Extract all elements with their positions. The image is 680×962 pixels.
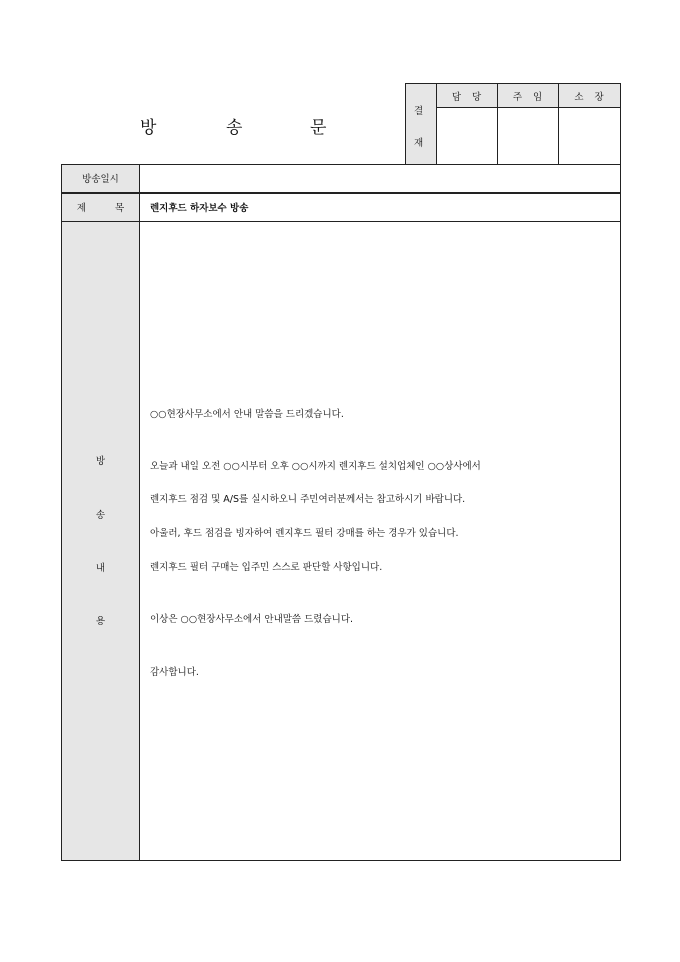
approval-label-bottom: 재 (414, 138, 424, 149)
approval-col-manager: 담 당 (451, 92, 482, 103)
subject-value: 렌지후드 하자보수 방송 (150, 203, 249, 214)
content-line-5: 렌지후드 필터 구매는 입주민 스스로 판단할 사항입니다. (150, 562, 383, 573)
approval-sign-director[interactable] (559, 108, 620, 164)
approval-col-director: 소 장 (574, 92, 604, 103)
title-char-3: 문 (310, 118, 327, 138)
content-area[interactable] (140, 222, 620, 860)
approval-label-top: 결 (414, 106, 424, 117)
title-char-1: 방 (140, 118, 157, 138)
content-line-1: ○○현장사무소에서 안내 말씀을 드리겠습니다. (150, 409, 344, 420)
content-line-7: 감사합니다. (150, 667, 199, 678)
content-line-3: 렌지후드 점검 및 A/S를 실시하오니 주민여러분께서는 참고하시기 바랍니다. (150, 494, 466, 505)
approval-sign-manager[interactable] (437, 108, 497, 164)
content-line-4: 아울러, 후드 점검을 빙자하여 렌지후드 필터 강매를 하는 경우가 있습니다. (150, 528, 459, 539)
title-char-2: 송 (226, 118, 243, 138)
content-line-2: 오늘과 내일 오전 ○○시부터 오후 ○○시까지 렌지후드 설치업체인 ○○상사에서 (150, 461, 481, 472)
content-label-char-2: 송 (95, 510, 106, 521)
approval-sign-chief[interactable] (498, 108, 558, 164)
date-label: 방송일시 (82, 174, 119, 185)
approval-col-chief: 주 임 (512, 92, 543, 103)
content-label-char-3: 내 (95, 563, 106, 574)
document-title (140, 113, 340, 137)
content-label-char-1: 방 (95, 456, 106, 467)
content-label-char-4: 용 (95, 616, 106, 627)
date-field[interactable] (140, 165, 620, 192)
subject-label: 제 목 (76, 203, 125, 214)
content-line-6: 이상은 ○○현장사무소에서 안내말씀 드렸습니다. (150, 614, 354, 625)
subject-field[interactable] (140, 194, 620, 221)
